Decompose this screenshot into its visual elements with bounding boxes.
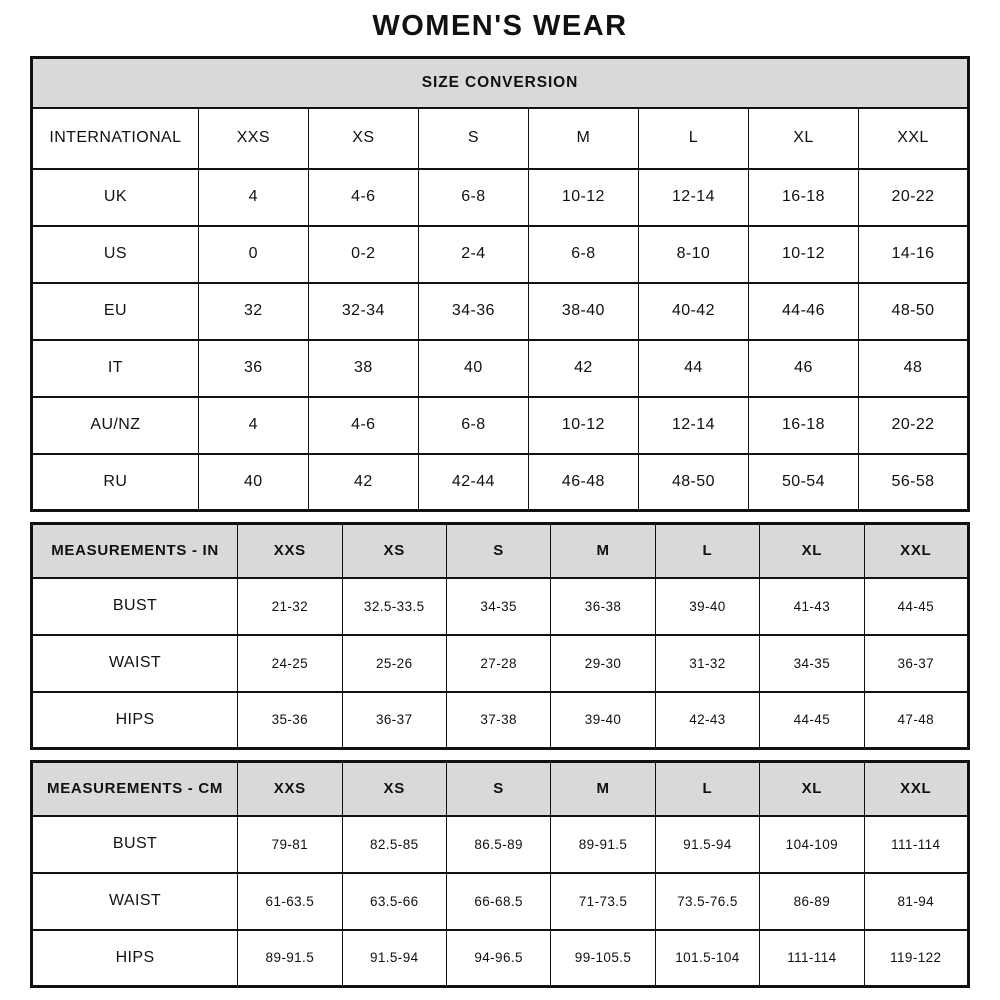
value-cell: 36-38 <box>551 578 655 635</box>
value-cell: 4-6 <box>308 169 418 226</box>
value-cell: 47-48 <box>864 692 968 749</box>
table-row <box>32 578 969 635</box>
value-cell: 27-28 <box>446 635 550 692</box>
value-cell: 63.5-66 <box>342 873 446 930</box>
value-cell: 86.5-89 <box>446 816 550 873</box>
value-cell: 10-12 <box>528 169 638 226</box>
value-cell: 42 <box>528 340 638 397</box>
value-cell: 24-25 <box>238 635 342 692</box>
header-size-cell: XXS <box>198 108 308 169</box>
value-cell: 16-18 <box>748 169 858 226</box>
value-cell: 4 <box>198 169 308 226</box>
value-cell: 40-42 <box>638 283 748 340</box>
table-row <box>32 692 969 749</box>
row-label-cell: HIPS <box>32 930 238 987</box>
value-cell: 42-44 <box>418 454 528 511</box>
header-size-cell: XL <box>760 524 864 578</box>
value-cell: 111-114 <box>864 816 968 873</box>
table-row <box>32 397 969 454</box>
header-size-cell: XS <box>342 524 446 578</box>
value-cell: 32 <box>198 283 308 340</box>
table-row <box>32 816 969 873</box>
header-size-cell: XXS <box>238 524 342 578</box>
row-label-cell: HIPS <box>32 692 238 749</box>
value-cell: 89-91.5 <box>551 816 655 873</box>
value-cell: 16-18 <box>748 397 858 454</box>
header-size-cell: L <box>655 524 759 578</box>
value-cell: 38-40 <box>528 283 638 340</box>
value-cell: 48-50 <box>638 454 748 511</box>
value-cell: 12-14 <box>638 397 748 454</box>
row-label-cell: IT <box>32 340 199 397</box>
header-size-cell: XXL <box>864 524 968 578</box>
value-cell: 29-30 <box>551 635 655 692</box>
value-cell: 94-96.5 <box>446 930 550 987</box>
value-cell: 0 <box>198 226 308 283</box>
value-cell: 89-91.5 <box>238 930 342 987</box>
value-cell: 50-54 <box>748 454 858 511</box>
value-cell: 34-35 <box>760 635 864 692</box>
value-cell: 6-8 <box>418 397 528 454</box>
header-size-cell: XL <box>760 762 864 816</box>
size-conversion-title-row <box>32 58 969 108</box>
value-cell: 20-22 <box>858 169 968 226</box>
page-title: WOMEN'S WEAR <box>372 10 628 42</box>
table-row <box>32 340 969 397</box>
size-conversion-title: SIZE CONVERSION <box>32 58 969 108</box>
value-cell: 36-37 <box>864 635 968 692</box>
value-cell: 21-32 <box>238 578 342 635</box>
header-size-cell: XXL <box>858 108 968 169</box>
header-row <box>32 762 969 816</box>
measurements-cm-body <box>32 762 969 987</box>
table-row <box>32 226 969 283</box>
value-cell: 44-45 <box>864 578 968 635</box>
value-cell: 104-109 <box>760 816 864 873</box>
table-row <box>32 873 969 930</box>
header-size-cell: M <box>528 108 638 169</box>
value-cell: 99-105.5 <box>551 930 655 987</box>
measurements-in-table <box>30 522 970 750</box>
value-cell: 14-16 <box>858 226 968 283</box>
value-cell: 40 <box>198 454 308 511</box>
value-cell: 10-12 <box>528 397 638 454</box>
value-cell: 82.5-85 <box>342 816 446 873</box>
row-label-cell: BUST <box>32 816 238 873</box>
value-cell: 40 <box>418 340 528 397</box>
value-cell: 6-8 <box>418 169 528 226</box>
table-row <box>32 635 969 692</box>
value-cell: 8-10 <box>638 226 748 283</box>
table-row <box>32 283 969 340</box>
value-cell: 4-6 <box>308 397 418 454</box>
value-cell: 66-68.5 <box>446 873 550 930</box>
value-cell: 38 <box>308 340 418 397</box>
header-size-cell: XXL <box>864 762 968 816</box>
value-cell: 39-40 <box>655 578 759 635</box>
size-conversion-body <box>32 108 969 511</box>
value-cell: 91.5-94 <box>655 816 759 873</box>
value-cell: 34-36 <box>418 283 528 340</box>
value-cell: 48 <box>858 340 968 397</box>
value-cell: 35-36 <box>238 692 342 749</box>
row-label-cell: WAIST <box>32 873 238 930</box>
table-row <box>32 454 969 511</box>
header-label-cell: MEASUREMENTS - CM <box>32 762 238 816</box>
value-cell: 4 <box>198 397 308 454</box>
value-cell: 81-94 <box>864 873 968 930</box>
value-cell: 10-12 <box>748 226 858 283</box>
header-size-cell: XL <box>748 108 858 169</box>
value-cell: 32-34 <box>308 283 418 340</box>
header-size-cell: M <box>551 524 655 578</box>
value-cell: 36 <box>198 340 308 397</box>
measurements-in-body <box>32 524 969 749</box>
value-cell: 46 <box>748 340 858 397</box>
size-conversion-table <box>30 56 970 512</box>
header-size-cell: L <box>638 108 748 169</box>
header-size-cell: S <box>446 524 550 578</box>
value-cell: 111-114 <box>760 930 864 987</box>
row-label-cell: BUST <box>32 578 238 635</box>
row-label-cell: EU <box>32 283 199 340</box>
value-cell: 36-37 <box>342 692 446 749</box>
table-row <box>32 930 969 987</box>
value-cell: 6-8 <box>528 226 638 283</box>
row-label-cell: US <box>32 226 199 283</box>
value-cell: 42 <box>308 454 418 511</box>
header-size-cell: S <box>446 762 550 816</box>
value-cell: 0-2 <box>308 226 418 283</box>
value-cell: 41-43 <box>760 578 864 635</box>
value-cell: 32.5-33.5 <box>342 578 446 635</box>
header-size-cell: XS <box>342 762 446 816</box>
header-size-cell: S <box>418 108 528 169</box>
value-cell: 79-81 <box>238 816 342 873</box>
value-cell: 25-26 <box>342 635 446 692</box>
row-label-cell: UK <box>32 169 199 226</box>
value-cell: 56-58 <box>858 454 968 511</box>
value-cell: 119-122 <box>864 930 968 987</box>
header-row <box>32 524 969 578</box>
header-label-cell: MEASUREMENTS - IN <box>32 524 238 578</box>
value-cell: 44-46 <box>748 283 858 340</box>
row-label-cell: WAIST <box>32 635 238 692</box>
value-cell: 20-22 <box>858 397 968 454</box>
header-size-cell: L <box>655 762 759 816</box>
value-cell: 86-89 <box>760 873 864 930</box>
value-cell: 2-4 <box>418 226 528 283</box>
value-cell: 101.5-104 <box>655 930 759 987</box>
table-row <box>32 169 969 226</box>
header-size-cell: XS <box>308 108 418 169</box>
measurements-cm-table <box>30 760 970 988</box>
header-size-cell: XXS <box>238 762 342 816</box>
value-cell: 44 <box>638 340 748 397</box>
value-cell: 46-48 <box>528 454 638 511</box>
value-cell: 44-45 <box>760 692 864 749</box>
row-label-cell: RU <box>32 454 199 511</box>
header-row <box>32 108 969 169</box>
value-cell: 48-50 <box>858 283 968 340</box>
value-cell: 34-35 <box>446 578 550 635</box>
value-cell: 42-43 <box>655 692 759 749</box>
value-cell: 71-73.5 <box>551 873 655 930</box>
row-label-cell: AU/NZ <box>32 397 199 454</box>
value-cell: 12-14 <box>638 169 748 226</box>
value-cell: 73.5-76.5 <box>655 873 759 930</box>
value-cell: 37-38 <box>446 692 550 749</box>
value-cell: 39-40 <box>551 692 655 749</box>
value-cell: 31-32 <box>655 635 759 692</box>
value-cell: 91.5-94 <box>342 930 446 987</box>
header-size-cell: M <box>551 762 655 816</box>
value-cell: 61-63.5 <box>238 873 342 930</box>
header-label-cell: INTERNATIONAL <box>32 108 199 169</box>
